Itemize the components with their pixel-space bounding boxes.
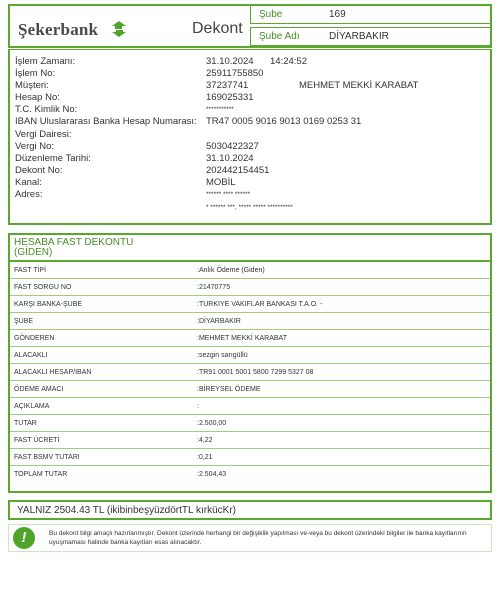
fast-row-label: ÖDEME AMACI [14,386,64,393]
fast-row-value: :2.500,00 [197,420,227,427]
info-value: *********** [206,106,234,113]
fast-row-label: FAST ÜCRETİ [14,437,60,444]
info-value: MOBİL [206,177,236,188]
fast-row-value: :0,21 [197,454,213,461]
fast-row [10,330,490,347]
fast-row-value: :2.504,43 [197,471,227,478]
info-label: Adres: [15,189,43,200]
fast-title-line-2: (GİDEN) [14,247,53,258]
fast-row [10,398,490,415]
info-value: TR47 0005 9016 9013 0169 0253 31 [206,116,362,127]
disclaimer-text: Bu dekont bilgi amaçlı hazırlanmıştır. Dekont üzerinde herhangi bir değişiklik yapılması ve-veya bu dekont üzerindeki bilgiler ile banka kayıtlarının uyuşmaması halinde banka kayıtları esas alınacaktır. [49,530,467,546]
fast-row-total [10,466,490,483]
info-value: ****** **** ****** [206,191,251,198]
fast-row [10,296,490,313]
transaction-info [8,49,492,225]
info-label: Kanal: [15,177,42,188]
fast-row [10,415,490,432]
fast-row-value: :TR91 0001 5001 5800 7299 5327 08 [197,369,314,376]
sube-value: 169 [329,9,346,20]
exclamation-icon: ! [13,527,35,549]
fast-row [10,432,490,449]
fast-row-label: FAST BSMV TUTARI [14,454,80,461]
fast-row [10,279,490,296]
info-label: T.C. Kimlik No: [15,104,78,115]
fast-row-label: ALACAKLI [14,352,48,359]
fast-row-value: :TURKIYE VAKIFLAR BANKASI T.A.O. - [197,301,323,308]
fast-row [10,381,490,398]
fast-row-label: TOPLAM TUTAR [14,471,68,478]
fast-row-label: AÇIKLAMA [14,403,50,410]
fast-receipt [8,233,492,493]
fast-row-value: :Anlık Ödeme (Giden) [197,267,265,274]
dekont-title: Dekont [192,20,243,37]
disclaimer-notice [8,524,492,552]
fast-row-value: :sezgin sarıgüllü [197,352,248,359]
info-label: Vergi No: [15,141,55,152]
info-label: Hesap No: [15,92,60,103]
sube-label: Şube [259,9,283,20]
fast-row [10,262,490,279]
fast-row-label: FAST SORGU NO [14,284,72,291]
info-label: İşlem No: [15,68,56,79]
info-value: 202442154451 [206,165,270,176]
logo-mark-icon [110,20,128,38]
customer-name: MEHMET MEKKİ KARABAT [299,80,419,91]
logo-text: Şekerbank [18,20,99,39]
info-value: 25911755850 [206,68,264,79]
fast-row-value: :4,22 [197,437,213,444]
info-label: Dekont No: [15,165,63,176]
fast-row [10,364,490,381]
fast-title [14,238,133,258]
fast-row-value: : [197,403,199,410]
dekont-header [8,4,492,48]
info-time: 14:24:52 [270,56,307,67]
info-label: IBAN Uluslararası Banka Hesap Numarası: [15,116,197,127]
fast-row [10,347,490,364]
info-value: 169025331 [206,92,254,103]
info-label: Düzenleme Tarihi: [15,153,91,164]
info-value: 31.10.2024 [206,153,254,164]
fast-row-label: TUTAR [14,420,37,427]
fast-row [10,313,490,330]
fast-row-label: ŞUBE [14,318,34,325]
fast-row-label: GÖNDEREN [14,335,55,342]
fast-row-value: :BİREYSEL ÖDEME [197,386,261,393]
address-line-2: * ****** ***, ***** ***** ********** [206,204,293,211]
amount-in-words [8,500,492,520]
fast-row-label: FAST TİPİ [14,267,47,274]
fast-row-value: :MEHMET MEKKİ KARABAT [197,335,287,342]
sube-adi-label: Şube Adı [259,31,300,42]
info-label: Müşteri: [15,80,49,91]
amount-in-words-text: YALNIZ 2504.43 TL (ikibinbeşyüzdörtTL kırkücKr) [17,505,236,516]
fast-row-value: :21470775 [197,284,231,291]
fast-row-label: KARŞI BANKA-ŞUBE [14,301,83,308]
info-label: Vergi Dairesi: [15,129,72,140]
fast-row-value: :DİYARBAKIR [197,318,241,325]
sube-adi-cell [250,27,492,46]
sekerbank-logo [18,20,98,40]
info-value: 37237741 [206,80,249,91]
fast-title-line-1: HESABA FAST DEKONTU [14,237,134,248]
info-value: 5030422327 [206,141,259,152]
fast-row-label: ALACAKLI HESAP/IBAN [14,369,92,376]
sube-adi-value: DİYARBAKIR [329,31,389,42]
info-value: 31.10.2024 [206,56,254,67]
fast-row [10,449,490,466]
sube-cell [250,5,492,24]
info-label: İşlem Zamanı: [15,56,76,67]
